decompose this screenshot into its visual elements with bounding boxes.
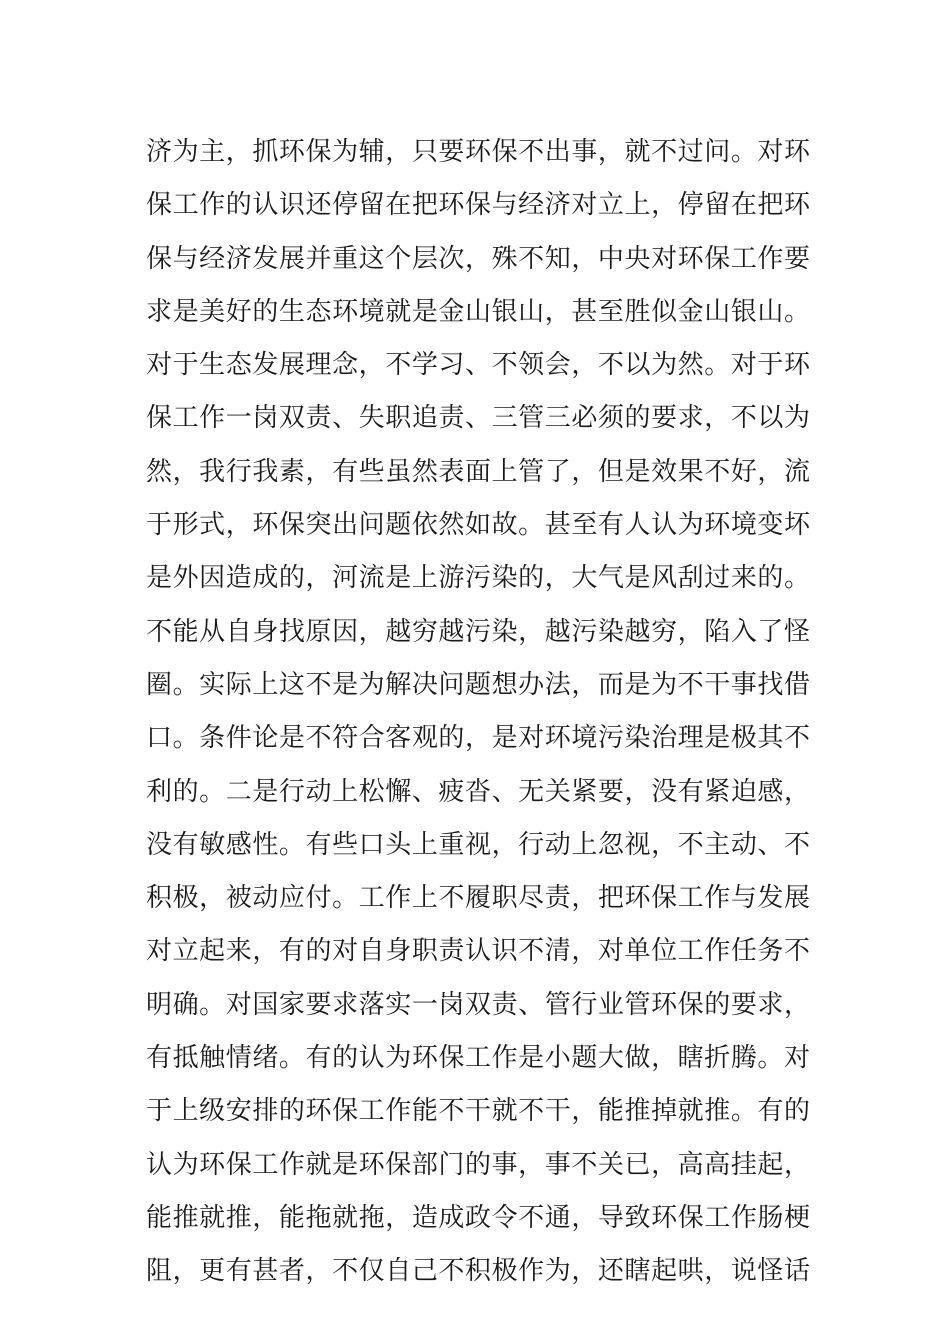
text-line: 保工作的认识还停留在把环保与经济对立上，停留在把环 [146,190,810,221]
text-line: 没有敏感性。有些口头上重视，行动上忽视，不主动、不 [146,829,810,860]
text-line: 明确。对国家要求落实一岗双责、管行业管环保的要求， [146,989,810,1020]
text-line: 于上级安排的环保工作能不干就不干，能推掉就推。有的 [146,1096,810,1127]
text-line: 认为环保工作就是环保部门的事，事不关已，高高挂起， [146,1149,810,1180]
body-text [146,126,810,1299]
text-line: 不能从自身找原因，越穷越污染，越污染越穷，陷入了怪 [146,616,810,647]
text-line: 是外因造成的，河流是上游污染的，大气是风刮过来的。 [146,563,810,594]
text-line: 保与经济发展并重这个层次，殊不知，中央对环保工作要 [146,243,810,274]
text-line: 然，我行我素，有些虽然表面上管了，但是效果不好，流 [146,456,810,487]
text-line: 对于生态发展理念，不学习、不领会，不以为然。对于环 [146,350,810,381]
text-line: 于形式，环保突出问题依然如故。甚至有人认为环境变坏 [146,510,810,541]
text-line: 济为主，抓环保为辅，只要环保不出事，就不过问。对环 [146,137,810,167]
text-line: 有抵触情绪。有的认为环保工作是小题大做，瞎折腾。对 [146,1043,810,1074]
text-line: 阻，更有甚者，不仅自己不积极作为，还瞎起哄，说怪话 [146,1256,810,1287]
text-line: 求是美好的生态环境就是金山银山，甚至胜似金山银山。 [146,296,810,327]
text-line: 积极，被动应付。工作上不履职尽责，把环保工作与发展 [146,883,810,914]
text-line: 利的。二是行动上松懈、疲沓、无关紧要，没有紧迫感， [146,776,810,807]
text-line: 圈。实际上这不是为解决问题想办法，而是为不干事找借 [146,669,810,700]
text-line: 对立起来，有的对自身职责认识不清，对单位工作任务不 [146,936,810,967]
text-line: 口。条件论是不符合客观的，是对环境污染治理是极其不 [146,723,810,754]
text-line: 能推就推，能拖就拖，造成政令不通，导致环保工作肠梗 [146,1202,810,1233]
text-line: 保工作一岗双责、失职追责、三管三必须的要求，不以为 [146,403,810,434]
